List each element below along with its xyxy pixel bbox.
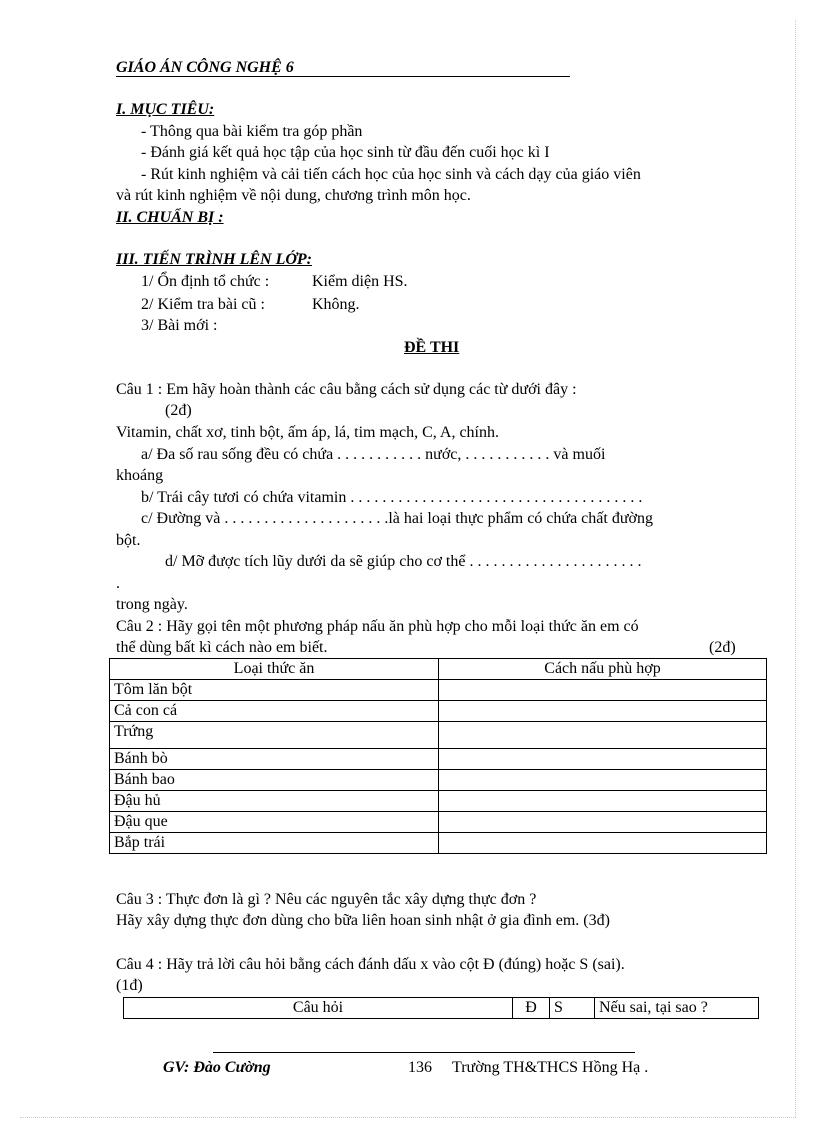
q1-item-d-cont: trong ngày. [116,596,188,613]
answer-cell[interactable] [439,680,767,701]
food-cell: Cả con cá [110,701,439,722]
q4-prompt: Câu 4 : Hãy trả lời câu hỏi bằng cách đánh dấu x vào cột Đ (đúng) hoặc S (sai). [116,956,625,973]
q1-item-c-cont: bột. [116,532,141,549]
table-row [110,749,767,770]
section-3-heading: III. TIẾN TRÌNH LÊN LỚP: [116,251,313,268]
table-row [110,833,767,854]
food-cell: Bánh bò [110,749,439,770]
table-row [110,812,767,833]
food-cell: Đậu hủ [110,791,439,812]
header-rule [116,76,570,77]
q2-prompt-cont: thể dùng bất kì cách nào em biết. [116,639,328,656]
column-header-method: Cách nấu phù hợp [439,659,767,680]
column-header-true: Đ [513,998,550,1019]
footer-teacher: GV: Đào Cường [163,1059,271,1076]
q3-prompt-cont: Hãy xây dựng thực đơn dùng cho bữa liên hoan sinh nhật ở gia đình em. (3đ) [116,912,610,929]
answer-cell[interactable] [439,749,767,770]
answer-cell[interactable] [439,770,767,791]
table-row [110,791,767,812]
objective-item: và rút kinh nghiệm về nội dung, chương trình môn học. [116,187,471,204]
column-header-food: Loại thức ăn [110,659,439,680]
answer-cell[interactable] [439,791,767,812]
cooking-method-table [109,658,767,854]
footer-school: Trường TH&THCS Hồng Hạ . [452,1059,649,1076]
answer-cell[interactable] [439,833,767,854]
document-title: GIÁO ÁN CÔNG NGHỆ 6 [116,59,294,76]
food-cell: Trứng [110,722,439,749]
section-2-heading: II. CHUẨN BỊ : [116,209,224,226]
food-cell: Bắp trái [110,833,439,854]
q1-item-d: d/ Mỡ được tích lũy dưới da sẽ giúp cho cơ thể . . . . . . . . . . . . . . . . . . . . . . [165,553,642,570]
food-cell: Bánh bao [110,770,439,791]
q1-item-c: c/ Đường và . . . . . . . . . . . . . . . . . . . . .là hai loại thực phẩm có chứa chất đường [141,510,653,527]
table-row [110,680,767,701]
step-label: 2/ Kiểm tra bài cũ : [141,296,265,313]
objective-item: - Thông qua bài kiểm tra góp phần [141,123,363,140]
q1-item-b: b/ Trái cây tươi có chứa vitamin . . . . . . . . . . . . . . . . . . . . . . . . . . . . . . . . . . . . . [141,489,643,506]
table-header-row [124,998,759,1019]
column-header-reason: Nếu sai, tại sao ? [595,998,759,1019]
q1-prompt: Câu 1 : Em hãy hoàn thành các câu bằng cách sử dụng các từ dưới đây : [116,381,577,398]
table-row [110,770,767,791]
q2-points: (2đ) [709,639,736,656]
q1-item-d-dot: . [116,575,120,592]
table-row [110,701,767,722]
q4-points: (1đ) [116,977,143,994]
table-header-row [110,659,767,680]
step-label: 1/ Ổn định tổ chức : [141,273,270,290]
step-value: Kiểm diện HS. [312,273,408,290]
objective-item: - Đánh giá kết quả học tập của học sinh từ đầu đến cuối học kì I [141,144,550,161]
footer-rule [213,1052,635,1053]
column-header-false: S [550,998,595,1019]
q1-item-a: a/ Đa số rau sống đều có chứa . . . . . . . . . . . nước, . . . . . . . . . . . và muối [141,446,606,463]
step-label: 3/ Bài mới : [141,317,218,334]
footer-page-number: 136 [408,1059,432,1076]
q1-points: (2đ) [165,402,192,419]
q1-word-bank: Vitamin, chất xơ, tinh bột, ấm áp, lá, tim mạch, C, A, chính. [116,424,499,441]
step-value: Không. [312,296,360,313]
column-header-question: Câu hỏi [124,998,513,1019]
food-cell: Tôm lăn bột [110,680,439,701]
page-edge-right [795,20,796,1117]
section-1-heading: I. MỤC TIÊU: [116,101,215,118]
q2-prompt: Câu 2 : Hãy gọi tên một phương pháp nấu ăn phù hợp cho mỗi loại thức ăn em có [116,618,639,635]
q3-prompt: Câu 3 : Thực đơn là gì ? Nêu các nguyên tắc xây dựng thực đơn ? [116,891,537,908]
answer-cell[interactable] [439,722,767,749]
exam-title: ĐỀ THI [404,339,460,356]
answer-cell[interactable] [439,701,767,722]
objective-item: - Rút kinh nghiệm và cải tiến cách học của học sinh và cách dạy của giáo viên [141,166,641,183]
true-false-table [123,997,759,1019]
answer-cell[interactable] [439,812,767,833]
q1-item-a-cont: khoáng [116,467,164,484]
page-edge-bottom [20,1117,796,1118]
food-cell: Đậu que [110,812,439,833]
table-row [110,722,767,749]
